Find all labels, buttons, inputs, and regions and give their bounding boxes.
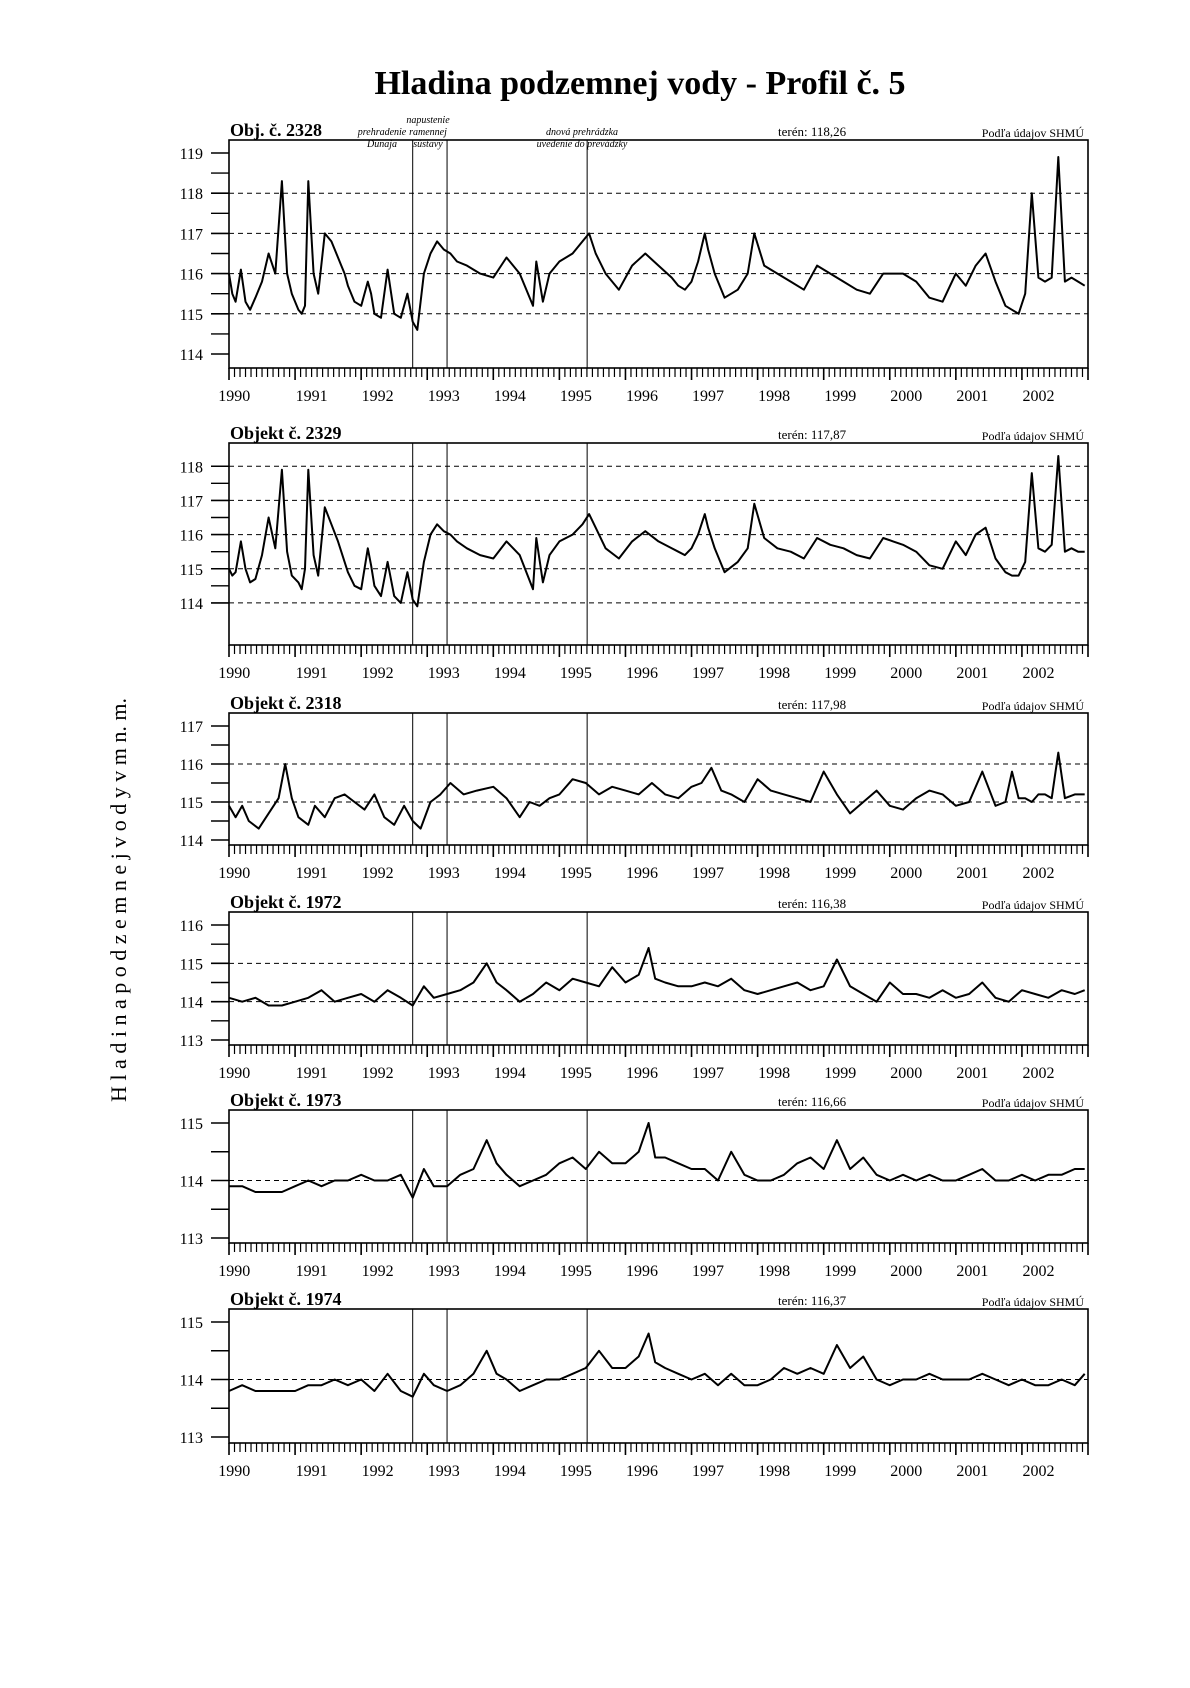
chart-panels bbox=[180, 115, 1088, 1480]
x-tick-label: 1990 bbox=[218, 1065, 251, 1082]
x-tick-label: 1990 bbox=[218, 1263, 251, 1280]
x-tick-label: 1997 bbox=[692, 1263, 725, 1280]
y-tick-label: 118 bbox=[179, 459, 203, 477]
x-tick-label: 1994 bbox=[493, 1463, 526, 1480]
plot-frame bbox=[229, 912, 1088, 1045]
x-tick-label: 2002 bbox=[1022, 1065, 1055, 1082]
y-tick-label: 116 bbox=[179, 266, 203, 284]
chart-panel-4 bbox=[180, 892, 1088, 1082]
x-tick-label: 1998 bbox=[758, 1065, 791, 1082]
x-tick-label: 1992 bbox=[361, 865, 394, 882]
x-tick-label: 1990 bbox=[218, 865, 251, 882]
panel-title: Objekt č. 1973 bbox=[230, 1090, 342, 1110]
x-tick-label: 2002 bbox=[1022, 1263, 1055, 1280]
x-tick-label: 1993 bbox=[427, 665, 460, 682]
y-tick-label: 113 bbox=[179, 1231, 203, 1248]
x-tick-label: 1994 bbox=[493, 388, 526, 405]
y-tick-label: 113 bbox=[179, 1430, 203, 1447]
x-tick-label: 2001 bbox=[956, 865, 989, 882]
chart-panel-2 bbox=[180, 423, 1088, 682]
event-label: Dunaja bbox=[367, 139, 397, 150]
x-tick-label: 1992 bbox=[361, 665, 394, 682]
y-tick-label: 116 bbox=[179, 918, 203, 935]
y-tick-label: 117 bbox=[179, 493, 203, 511]
x-tick-label: 2001 bbox=[956, 388, 989, 405]
x-tick-label: 1994 bbox=[493, 1065, 526, 1082]
y-tick-label: 115 bbox=[179, 306, 203, 324]
x-tick-label: 1990 bbox=[218, 388, 251, 405]
plot-frame bbox=[229, 443, 1088, 645]
x-tick-label: 1999 bbox=[824, 1065, 857, 1082]
source-label: Podľa údajov SHMÚ bbox=[981, 1295, 1084, 1309]
event-label: ramennej bbox=[409, 127, 447, 138]
y-tick-label: 115 bbox=[179, 1315, 203, 1332]
x-tick-label: 1995 bbox=[559, 1463, 592, 1480]
x-tick-label: 1991 bbox=[295, 865, 328, 882]
series-line bbox=[229, 157, 1085, 330]
teren-label: terén: 116,37 bbox=[778, 1293, 847, 1308]
x-tick-label: 1996 bbox=[625, 1263, 658, 1280]
x-tick-label: 2000 bbox=[890, 1463, 923, 1480]
teren-label: terén: 116,66 bbox=[778, 1094, 847, 1109]
x-tick-label: 2002 bbox=[1022, 665, 1055, 682]
teren-label: terén: 118,26 bbox=[778, 124, 847, 139]
x-tick-label: 1998 bbox=[758, 865, 791, 882]
panel-title: Objekt č. 1972 bbox=[230, 892, 342, 912]
series-line bbox=[229, 456, 1085, 606]
x-tick-label: 1998 bbox=[758, 665, 791, 682]
y-tick-label: 119 bbox=[179, 146, 203, 163]
y-tick-label: 114 bbox=[179, 595, 203, 613]
x-tick-label: 2000 bbox=[890, 665, 923, 682]
x-tick-label: 1993 bbox=[427, 1065, 460, 1082]
x-tick-label: 1995 bbox=[559, 665, 592, 682]
x-tick-label: 1999 bbox=[824, 388, 857, 405]
x-tick-label: 1996 bbox=[625, 1065, 658, 1082]
y-tick-label: 115 bbox=[179, 956, 203, 974]
y-tick-label: 117 bbox=[179, 226, 203, 244]
source-label: Podľa údajov SHMÚ bbox=[981, 699, 1084, 713]
x-tick-label: 1990 bbox=[218, 1463, 251, 1480]
x-tick-label: 1995 bbox=[559, 388, 592, 405]
event-label: prehradenie bbox=[357, 127, 407, 138]
event-label: sústavy bbox=[413, 139, 443, 150]
x-tick-label: 1991 bbox=[295, 1065, 328, 1082]
x-tick-label: 1995 bbox=[559, 865, 592, 882]
x-tick-label: 1999 bbox=[824, 1263, 857, 1280]
source-label: Podľa údajov SHMÚ bbox=[981, 898, 1084, 912]
x-tick-label: 1995 bbox=[559, 1263, 592, 1280]
event-label: dnová prehrádzka bbox=[545, 127, 619, 138]
plot-frame bbox=[229, 1309, 1088, 1443]
source-label: Podľa údajov SHMÚ bbox=[981, 429, 1084, 443]
x-tick-label: 2000 bbox=[890, 1065, 923, 1082]
x-tick-label: 1999 bbox=[824, 665, 857, 682]
x-tick-label: 1994 bbox=[493, 1263, 526, 1280]
x-tick-label: 1999 bbox=[824, 1463, 857, 1480]
plot-frame bbox=[229, 140, 1088, 368]
x-tick-label: 2002 bbox=[1022, 865, 1055, 882]
chart-panel-3 bbox=[180, 693, 1088, 882]
x-tick-label: 2001 bbox=[956, 1463, 989, 1480]
chart-panel-6 bbox=[180, 1289, 1088, 1480]
teren-label: terén: 117,98 bbox=[778, 697, 847, 712]
x-tick-label: 1993 bbox=[427, 1463, 460, 1480]
x-tick-label: 1992 bbox=[361, 1463, 394, 1480]
x-tick-label: 1991 bbox=[295, 665, 328, 682]
x-tick-label: 1991 bbox=[295, 388, 328, 405]
x-tick-label: 2000 bbox=[890, 388, 923, 405]
x-tick-label: 1996 bbox=[625, 388, 658, 405]
x-tick-label: 1997 bbox=[692, 865, 725, 882]
plot-frame bbox=[229, 713, 1088, 845]
series-line bbox=[229, 1334, 1085, 1397]
x-tick-label: 1999 bbox=[824, 865, 857, 882]
y-tick-label: 116 bbox=[179, 527, 203, 545]
y-tick-label: 114 bbox=[179, 1173, 203, 1191]
y-tick-label: 114 bbox=[179, 994, 203, 1012]
source-label: Podľa údajov SHMÚ bbox=[981, 126, 1084, 140]
event-label: uvedenie do prevádzky bbox=[536, 139, 628, 150]
y-tick-label: 117 bbox=[179, 719, 203, 736]
x-tick-label: 1992 bbox=[361, 388, 394, 405]
y-tick-label: 113 bbox=[179, 1033, 203, 1050]
x-tick-label: 1997 bbox=[692, 665, 725, 682]
y-tick-label: 115 bbox=[179, 795, 203, 812]
x-tick-label: 2000 bbox=[890, 865, 923, 882]
x-tick-label: 1991 bbox=[295, 1463, 328, 1480]
page-title: Hladina podzemnej vody - Profil č. 5 bbox=[374, 65, 906, 102]
x-tick-label: 1996 bbox=[625, 865, 658, 882]
x-tick-label: 1998 bbox=[758, 388, 791, 405]
y-tick-label: 114 bbox=[179, 1372, 203, 1390]
x-tick-label: 1993 bbox=[427, 865, 460, 882]
x-tick-label: 1994 bbox=[493, 865, 526, 882]
teren-label: terén: 117,87 bbox=[778, 427, 847, 442]
x-tick-label: 1998 bbox=[758, 1263, 791, 1280]
teren-label: terén: 116,38 bbox=[778, 896, 847, 911]
y-tick-label: 116 bbox=[179, 757, 203, 774]
x-tick-label: 2002 bbox=[1022, 1463, 1055, 1480]
event-label: napustenie bbox=[406, 115, 450, 126]
panel-title: Objekt č. 2318 bbox=[230, 693, 342, 713]
x-tick-label: 1993 bbox=[427, 1263, 460, 1280]
x-tick-label: 1990 bbox=[218, 665, 251, 682]
x-tick-label: 1994 bbox=[493, 665, 526, 682]
x-tick-label: 1996 bbox=[625, 1463, 658, 1480]
x-tick-label: 1992 bbox=[361, 1263, 394, 1280]
x-tick-label: 1998 bbox=[758, 1463, 791, 1480]
source-label: Podľa údajov SHMÚ bbox=[981, 1096, 1084, 1110]
x-tick-label: 1991 bbox=[295, 1263, 328, 1280]
y-tick-label: 115 bbox=[179, 1116, 203, 1133]
y-tick-label: 118 bbox=[179, 186, 203, 204]
panel-title: Obj. č. 2328 bbox=[230, 120, 322, 140]
y-axis-label: H l a d i n a p o d z e m n e j v o d y v m n. m. bbox=[106, 698, 131, 1102]
x-tick-label: 2001 bbox=[956, 1263, 989, 1280]
x-tick-label: 2001 bbox=[956, 665, 989, 682]
x-tick-label: 1995 bbox=[559, 1065, 592, 1082]
x-tick-label: 1996 bbox=[625, 665, 658, 682]
y-tick-label: 114 bbox=[179, 833, 203, 850]
x-tick-label: 1997 bbox=[692, 388, 725, 405]
x-tick-label: 1997 bbox=[692, 1065, 725, 1082]
x-tick-label: 1992 bbox=[361, 1065, 394, 1082]
y-tick-label: 114 bbox=[179, 347, 203, 364]
x-tick-label: 1993 bbox=[427, 388, 460, 405]
panel-title: Objekt č. 2329 bbox=[230, 423, 342, 443]
x-tick-label: 2001 bbox=[956, 1065, 989, 1082]
series-line bbox=[229, 1123, 1085, 1198]
panel-title: Objekt č. 1974 bbox=[230, 1289, 342, 1309]
x-tick-label: 1997 bbox=[692, 1463, 725, 1480]
x-tick-label: 2002 bbox=[1022, 388, 1055, 405]
x-tick-label: 2000 bbox=[890, 1263, 923, 1280]
y-tick-label: 115 bbox=[179, 561, 203, 579]
series-line bbox=[229, 948, 1085, 1006]
chart-panel-5 bbox=[180, 1090, 1088, 1280]
chart-panel-1 bbox=[180, 120, 1088, 405]
